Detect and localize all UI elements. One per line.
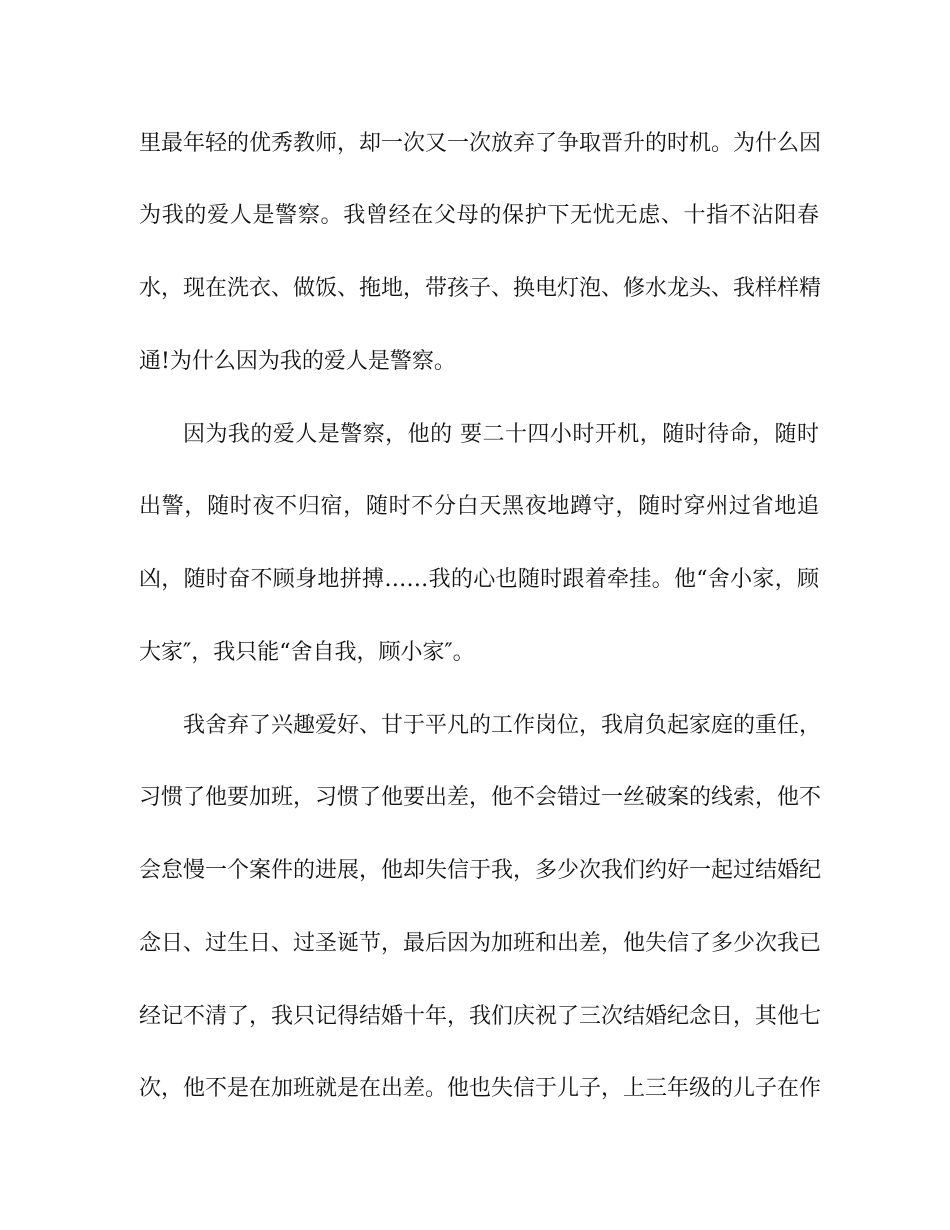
text-line: 念日、过生日、过圣诞节，最后因为加班和出差，他失信了多少次我已	[139, 931, 822, 956]
text-line: 里最年轻的优秀教师，却一次又一次放弃了争取晋升的时机。为什么因	[139, 131, 822, 156]
text-line: 习惯了他要加班，习惯了他要出差，他不会错过一丝破案的线索，他不	[139, 785, 822, 810]
text-line: 我舍弃了兴趣爱好、甘于平凡的工作岗位，我肩负起家庭的重任，	[183, 713, 822, 738]
text-line: 凶，随时奋不顾身地拼搏……我的心也随时跟着牵挂。他“舍小家，顾	[139, 567, 819, 592]
text-line: 大家″，我只能“舍自我，顾小家″。	[139, 640, 475, 665]
text-line: 通!为什么因为我的爱人是警察。	[139, 349, 456, 374]
text-line: 因为我的爱人是警察，他的 要二十四小时开机，随时待命，随时	[183, 422, 819, 447]
text-line: 经记不清了，我只记得结婚十年，我们庆祝了三次结婚纪念日，其他七	[139, 1004, 822, 1029]
text-line: 会怠慢一个案件的进展，他却失信于我，多少次我们约好一起过结婚纪	[139, 858, 822, 883]
text-line: 为我的爱人是警察。我曾经在父母的保护下无忧无虑、十指不沾阳春	[139, 203, 819, 228]
text-line: 次，他不是在加班就是在出差。他也失信于儿子，上三年级的儿子在作	[139, 1076, 822, 1101]
text-line: 出警，随时夜不归宿，随时不分白天黑夜地蹲守，随时穿州过省地追	[139, 494, 819, 519]
text-line: 水，现在洗衣、做饭、拖地，带孩子、换电灯泡、修水龙头、我样样精	[139, 276, 822, 301]
